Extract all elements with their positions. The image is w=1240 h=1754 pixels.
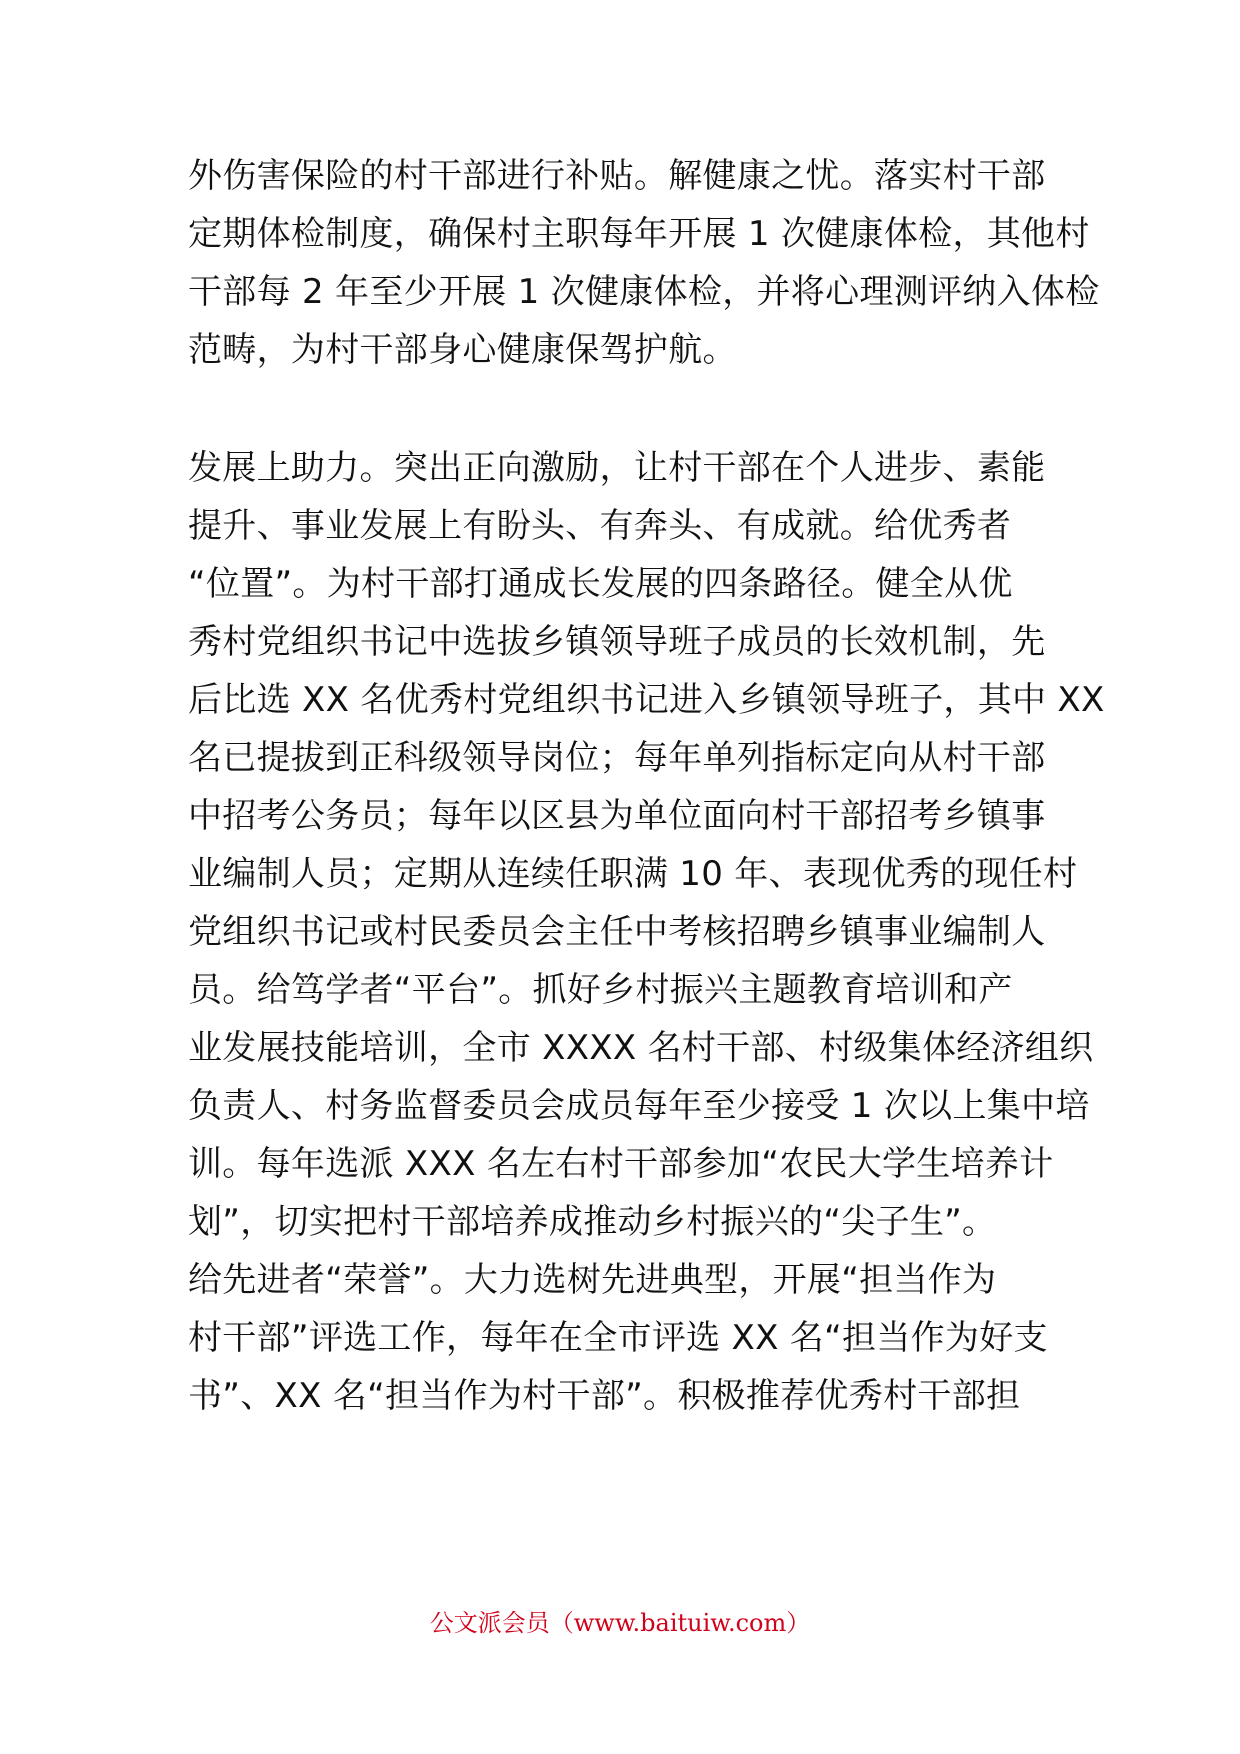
- text-line: 党组织书记或村民委员会主任中考核招聘乡镇事业编制人: [188, 912, 1046, 952]
- text-line: 负责人、村务监督委员会成员每年至少接受 1 次以上集中培: [188, 1086, 1090, 1126]
- text-line: 干部每 2 年至少开展 1 次健康体检，并将心理测评纳入体检: [188, 272, 1100, 312]
- text-line: 外伤害保险的村干部进行补贴。解健康之忧。落实村干部: [188, 156, 1046, 196]
- text-line: 后比选 XX 名优秀村党组织书记进入乡镇领导班子，其中 XX: [188, 680, 1105, 720]
- text-line: 名已提拔到正科级领导岗位；每年单列指标定向从村干部: [188, 738, 1046, 778]
- text-line: “位置”。为村干部打通成长发展的四条路径。健全从优: [188, 564, 1013, 604]
- text-line: 书”、XX 名“担当作为村干部”。积极推荐优秀村干部担: [188, 1376, 1021, 1416]
- text-line: 范畴，为村干部身心健康保驾护航。: [188, 330, 737, 370]
- text-line: 中招考公务员；每年以区县为单位面向村干部招考乡镇事: [188, 796, 1046, 836]
- text-line: 定期体检制度，确保村主职每年开展 1 次健康体检，其他村: [188, 214, 1090, 254]
- text-line: 业编制人员；定期从连续任职满 10 年、表现优秀的现任村: [188, 854, 1078, 894]
- text-line: 给先进者“荣誉”。大力选树先进典型，开展“担当作为: [188, 1260, 997, 1300]
- text-line: 村干部”评选工作，每年在全市评选 XX 名“担当作为好支: [188, 1318, 1048, 1358]
- text-line: 业发展技能培训，全市 XXXX 名村干部、村级集体经济组织: [188, 1028, 1094, 1068]
- text-line: 划”，切实把村干部培养成推动乡村振兴的“尖子生”。: [188, 1202, 997, 1242]
- text-line: 秀村党组织书记中选拔乡镇领导班子成员的长效机制，先: [188, 622, 1046, 662]
- text-line: 员。给笃学者“平台”。抓好乡村振兴主题教育培训和产: [188, 970, 1013, 1010]
- text-line: 提升、事业发展上有盼头、有奔头、有成就。给优秀者: [188, 506, 1012, 546]
- text-line: 训。每年选派 XXX 名左右村干部参加“农民大学生培养计: [188, 1144, 1054, 1184]
- text-line: 发展上助力。突出正向激励，让村干部在个人进步、素能: [188, 448, 1046, 488]
- footer-watermark: 公文派会员（www.baituiw.com）: [429, 1609, 811, 1637]
